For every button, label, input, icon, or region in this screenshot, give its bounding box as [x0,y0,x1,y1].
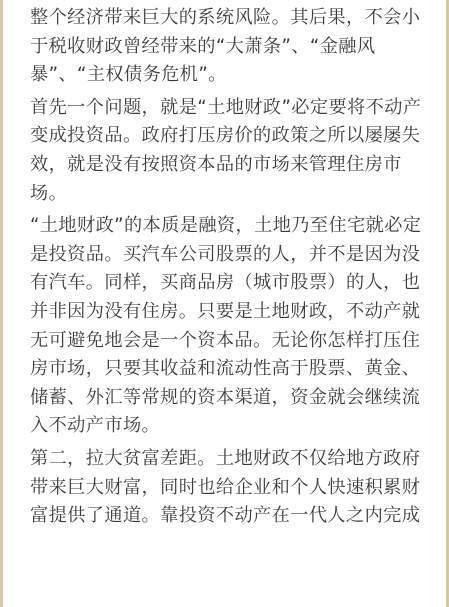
text-line: 入不动产市场。 [30,415,161,437]
paragraph-1 [30,4,422,90]
text-line: 储蓄、外汇等常规的资本渠道，资金就会继续流 [30,386,421,408]
text-line: 并非因为没有住房。只要是土地财政，不动产就 [30,300,421,322]
paragraph-3 [30,212,422,441]
text-line: 带来巨大财富，同时也给企业和个人快速积累财 [30,476,421,498]
text-line: 整个经济带来巨大的系统风险。其后果，不会小 [30,7,421,28]
text-line: 有汽车。同样，买商品房（城市股票）的人，也 [30,272,421,294]
text-line: 首先一个问题，就是“土地财政”必定要将不动产 [30,96,422,118]
text-line: 暴”、“主权债务危机”。 [30,64,227,86]
paragraph-2 [30,94,422,208]
text-line: 无可避免地会是一个资本品。无论你怎样打压住 [30,329,421,351]
paragraph-4 [30,445,422,531]
text-line: 是投资品。买汽车公司股票的人，并不是因为没 [30,243,421,265]
article-body [30,4,422,535]
text-line: 效，就是没有按照资本品的市场来管理住房市 [30,153,402,175]
text-line: 房市场，只要其收益和流动性高于股票、黄金、 [30,358,421,380]
text-line: 场。 [30,182,68,204]
text-line: 富提供了通道。靠投资不动产在一代人之内完成 [30,505,421,527]
left-border [0,0,3,607]
text-line: 于税收财政曾经带来的“大萧条”、“金融风 [30,35,376,57]
text-line: 变成投资品。政府打压房价的政策之所以屡屡失 [30,125,421,147]
text-line: “土地财政”的本质是融资，土地乃至住宅就必定 [30,215,422,237]
text-line: 第二，拉大贫富差距。土地财政不仅给地方政府 [30,447,421,469]
